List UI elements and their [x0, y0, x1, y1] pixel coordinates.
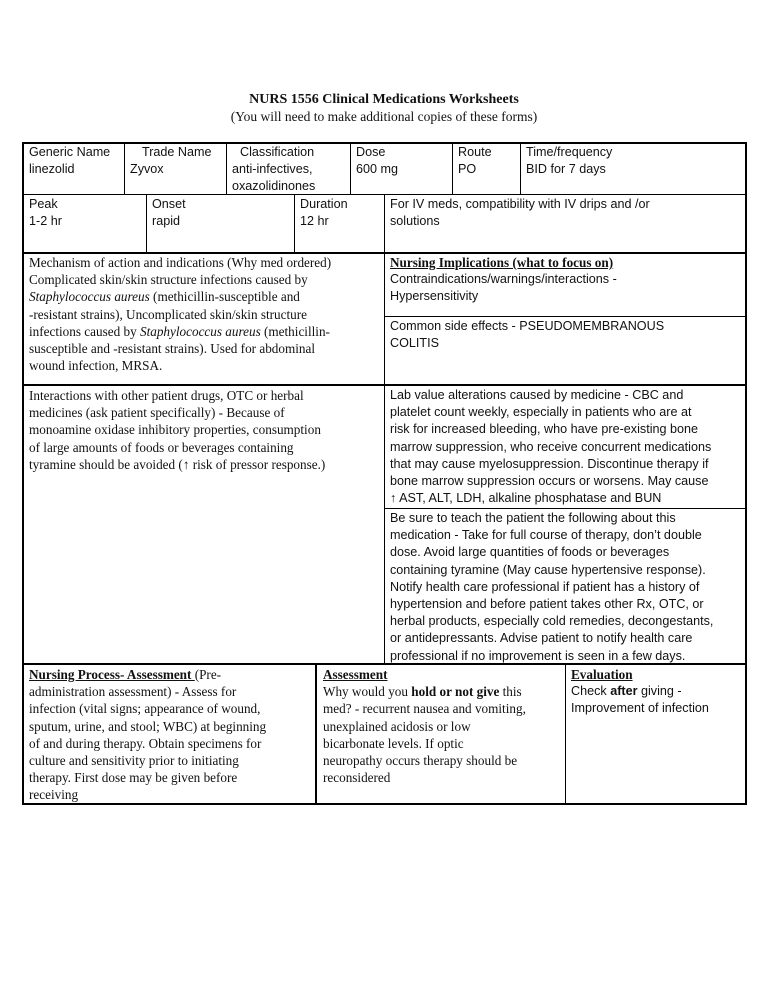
patient-teaching-text: containing tyramine (May cause hypertensive response). [390, 562, 706, 577]
generic-name-value: linezolid [29, 162, 75, 177]
lab-values-text: Lab value alterations caused by medicine - CBC and [390, 388, 684, 402]
contraindications-text: Hypersensitivity [390, 289, 479, 304]
time-frequency-cell [526, 144, 612, 178]
onset-label: Onset [152, 197, 186, 211]
interactions-text: medicines (ask patient specifically) - Because of [29, 405, 285, 421]
patient-teaching-text: Notify health care professional if patient has a history of [390, 579, 700, 594]
iv-compatibility-text: solutions [390, 214, 440, 229]
lab-values-text: bone marrow suppression occurs or worsens. May cause [390, 474, 709, 489]
evaluation-text: Improvement of infection [571, 701, 709, 716]
duration-cell [300, 196, 348, 230]
nursing-process-text: of and during therapy. Obtain specimens for [29, 735, 262, 751]
nursing-process-text: (Pre- [194, 667, 222, 682]
route-label: Route [458, 145, 492, 159]
col-divider [146, 194, 147, 252]
col-divider [520, 143, 521, 194]
lab-values-text: risk for increased bleeding, who have pre-existing bone [390, 422, 699, 437]
col-divider [350, 143, 351, 194]
patient-teaching-text: professional if no improvement is seen in a few days. [390, 648, 686, 663]
side-effects-text: COLITIS [390, 336, 439, 351]
patient-teaching-text: or antidepressants. Advise patient to notify health care [390, 631, 693, 646]
mechanism-text: wound infection, MRSA. [29, 358, 163, 374]
after-emphasis: after [610, 684, 638, 699]
mechanism-text: -resistant strains), Uncomplicated skin/skin structure [29, 306, 307, 322]
lab-values-text: ↑ AST, ALT, LDH, alkaline phosphatase and BUN [390, 491, 662, 506]
mechanism-cell [29, 254, 331, 374]
trade-name-cell [130, 144, 212, 178]
evaluation-text [571, 683, 709, 700]
mechanism-text: (methicillin- [260, 323, 330, 339]
nursing-process-heading: Nursing Process- Assessment [29, 667, 195, 682]
generic-name-cell [29, 144, 110, 178]
side-effects-cell [390, 318, 664, 352]
interactions-cell [29, 387, 325, 473]
assessment-text: bicarbonate levels. If optic [323, 735, 464, 751]
time-frequency-label: Time/frequency [526, 145, 613, 159]
mechanism-text: Mechanism of action and indications (Why med ordered) [29, 255, 332, 270]
evaluation-text: Check [571, 684, 611, 699]
interactions-text: of large amounts of foods or beverages containing [29, 439, 294, 455]
duration-value: 12 hr [300, 214, 329, 229]
lab-values-text: platelet count weekly, especially in patients who are at [390, 405, 692, 420]
worksheet-title: NURS 1556 Clinical Medications Worksheets [249, 92, 519, 107]
contraindications-text: Contraindications/warnings/interactions - [390, 272, 617, 287]
mechanism-text [29, 323, 331, 340]
col-divider [565, 663, 566, 804]
evaluation-heading: Evaluation [571, 667, 633, 682]
iv-compatibility-cell [390, 196, 650, 230]
assessment-cell [323, 666, 526, 786]
hold-emphasis: hold or not give [411, 684, 500, 700]
col-divider [452, 143, 453, 194]
nursing-implications-heading: Nursing Implications (what to focus on) [390, 255, 614, 270]
evaluation-text: giving - [637, 684, 682, 699]
worksheet-subtitle: (You will need to make additional copies of these forms) [230, 109, 538, 124]
assessment-text: this [499, 684, 522, 700]
col-divider [384, 194, 385, 252]
lab-values-cell [390, 387, 711, 507]
nursing-process-cell [29, 666, 266, 804]
organism-name: Staphylococcus aureus [29, 289, 150, 305]
time-frequency-value: BID for 7 days [526, 162, 606, 177]
assessment-text: reconsidered [323, 770, 391, 786]
lab-values-text: marrow suppression, who receive concurrent medications [390, 439, 712, 454]
mechanism-text: infections caused by [29, 323, 140, 339]
organism-name: Staphylococcus aureus [139, 323, 261, 339]
dose-cell [356, 144, 398, 178]
assessment-text: med? - recurrent nausea and vomiting, [323, 701, 526, 717]
onset-value: rapid [152, 214, 181, 229]
lab-values-text: that may cause myelosuppression. Discontinue therapy if [390, 456, 709, 471]
nursing-process-text: administration assessment) - Assess for [29, 684, 237, 700]
row-divider [384, 316, 746, 317]
evaluation-cell [571, 666, 709, 718]
dose-label: Dose [356, 145, 386, 159]
assessment-heading: Assessment [323, 667, 388, 682]
side-effects-text: Common side effects - PSEUDOMEMBRANOUS [390, 319, 665, 333]
mechanism-text: Complicated skin/skin structure infections caused by [29, 272, 308, 288]
interactions-text: tyramine should be avoided (↑ risk of pressor response.) [29, 456, 326, 472]
patient-teaching-text: dose. Avoid large quantities of foods or beverages [390, 545, 670, 560]
assessment-text: unexplained acidosis or low [323, 718, 471, 734]
col-divider [384, 252, 385, 663]
col-divider [294, 194, 295, 252]
col-divider [226, 143, 227, 194]
classification-label: Classification [240, 145, 315, 159]
mechanism-text: (methicillin-susceptible and [149, 289, 300, 305]
assessment-text [323, 683, 526, 700]
nursing-process-text: therapy. First dose may be given before [29, 770, 238, 786]
classification-value: anti-infectives, [232, 162, 313, 177]
iv-compatibility-text: For IV meds, compatibility with IV drips and /or [390, 197, 650, 211]
col-divider [315, 663, 317, 804]
classification-cell [232, 144, 315, 196]
duration-label: Duration [300, 197, 348, 211]
mechanism-text [29, 288, 331, 305]
trade-name-value: Zyvox [130, 162, 164, 177]
peak-cell [29, 196, 62, 230]
row-divider [384, 508, 746, 509]
trade-name-label: Trade Name [142, 145, 212, 159]
nursing-process-text: culture and sensitivity prior to initiating [29, 753, 239, 769]
nursing-process-text [29, 666, 266, 683]
onset-cell [152, 196, 186, 230]
nursing-process-text: sputum, urine, and stool; WBC) at beginning [29, 718, 267, 734]
patient-teaching-text: Be sure to teach the patient the following about this [390, 511, 676, 525]
dose-value: 600 mg [356, 162, 399, 177]
nursing-process-text: infection (vital signs; appearance of wound, [29, 701, 261, 717]
patient-teaching-text: hypertension and before patient takes other Rx, OTC, or [390, 597, 704, 612]
peak-value: 1-2 hr [29, 214, 62, 229]
assessment-text: Why would you [323, 684, 412, 700]
patient-teaching-text: medication - Take for full course of therapy, don’t double [390, 528, 702, 543]
nursing-implications-cell [390, 254, 617, 306]
classification-value: oxazolidinones [232, 179, 316, 194]
patient-teaching-text: herbal products, especially cold remedies, decongestants, [390, 614, 714, 629]
interactions-text: Interactions with other patient drugs, OTC or herbal [29, 388, 304, 403]
route-cell [458, 144, 492, 178]
mechanism-text: susceptible and -resistant strains). Used for abdominal [29, 341, 316, 357]
generic-name-label: Generic Name [29, 145, 111, 159]
col-divider [124, 143, 125, 194]
patient-teaching-cell [390, 510, 713, 665]
route-value: PO [458, 162, 477, 177]
peak-label: Peak [29, 197, 58, 211]
assessment-text: neuropathy occurs therapy should be [323, 753, 518, 769]
interactions-text: monoamine oxidase inhibitory properties, consumption [29, 422, 321, 438]
nursing-process-text: receiving [29, 787, 79, 803]
